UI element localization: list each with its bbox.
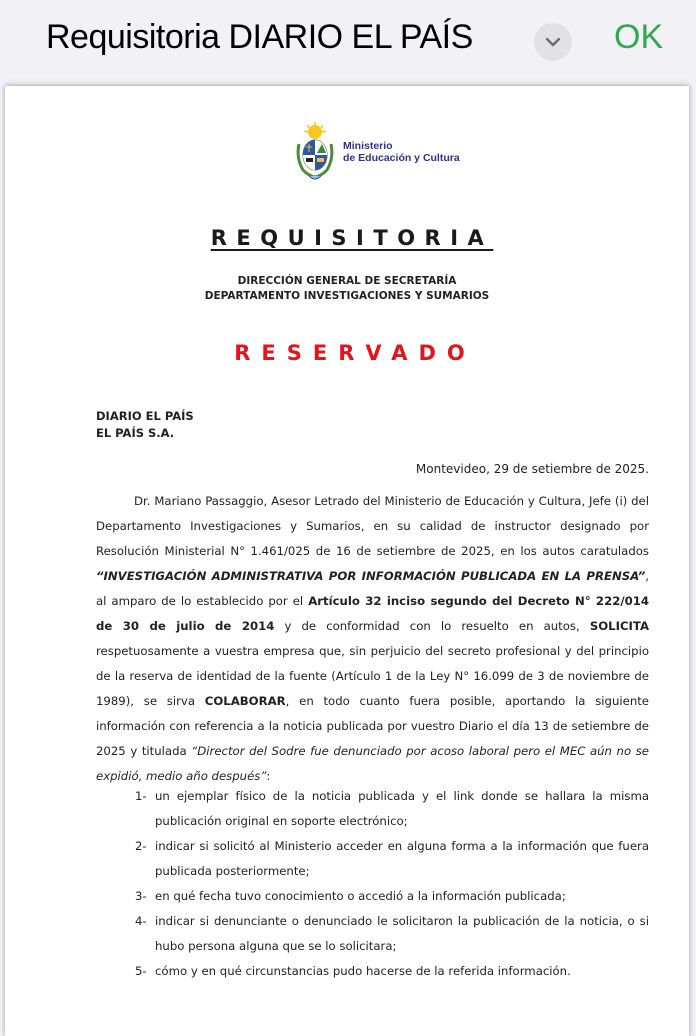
ministry-logo xyxy=(293,122,460,182)
subheading-departamento: DEPARTAMENTO INVESTIGACIONES Y SUMARIOS xyxy=(204,290,490,302)
list-item xyxy=(135,884,649,909)
requisitoria-title: REQUISITORIA xyxy=(210,226,494,250)
body-text: respetuosamente a vuestra empresa que, sin perjuicio del secreto profesional y del principio de la reserva de identidad de la fuente (Artículo 1 de la Ley N° 16.099 de 3 de noviembre de 1989), se sirva xyxy=(96,644,649,708)
list-item xyxy=(135,784,649,834)
decree-reference: Artículo 32 inciso segundo del Decreto N° 222/014 de 30 de julio de 2014 xyxy=(96,594,649,633)
subheading-direccion: DIRECCIÓN GENERAL DE SECRETARÍA xyxy=(237,275,457,287)
document-viewer-header xyxy=(0,0,696,82)
body-text: y de conformidad con lo resuelto en autos, xyxy=(274,619,590,633)
list-item-number: 5- xyxy=(135,964,147,978)
addressee-line-2: EL PAÍS S.A. xyxy=(96,426,175,440)
body-text: , al amparo de lo establecido por el xyxy=(96,569,649,608)
list-item-number: 3- xyxy=(135,889,147,903)
solicita-keyword: SOLICITA xyxy=(589,619,649,633)
list-item-number: 1- xyxy=(135,789,147,803)
ministry-name-line-1: Ministerio xyxy=(343,140,393,152)
ministry-name xyxy=(343,140,460,164)
list-item-text: indicar si solicitó al Ministerio acceder en alguna forma a la información que fuera publicada posteriormente; xyxy=(155,839,649,878)
list-item-text: indicar si denunciante o denunciado le solicitaron la publicación de la noticia, o si hubo persona alguna que se lo solicitara; xyxy=(155,914,649,953)
document-heading xyxy=(5,226,689,250)
ministry-name-line-2: de Educación y Cultura xyxy=(343,152,460,164)
body-text: : xyxy=(266,769,271,783)
body-text: Dr. Mariano Passaggio, Asesor Letrado del Ministerio de Educación y Cultura, Jefe (i) del Departamento Investigaciones y Sumarios, en su calidad de instructor designado por Resolución Ministerial N° 1.461/025 de 16 de setiembre de 2025, en los autos caratulados xyxy=(96,494,649,558)
list-item-number: 2- xyxy=(135,839,147,853)
classification-label: RESERVADO xyxy=(234,341,476,365)
uruguay-coat-of-arms-icon xyxy=(293,122,337,182)
addressee-line-1: DIARIO EL PAÍS xyxy=(96,409,194,423)
list-item xyxy=(135,834,649,884)
list-item-text: cómo y en qué circunstancias pudo hacerse de la referida información. xyxy=(155,964,571,978)
case-title: “INVESTIGACIÓN ADMINISTRATIVA POR INFORMACIÓN PUBLICADA EN LA PRENSA” xyxy=(96,569,646,583)
list-item-number: 4- xyxy=(135,914,147,928)
list-item-text: un ejemplar físico de la noticia publicada y el link donde se hallara la misma publicación original en soporte electrónico; xyxy=(155,789,649,828)
body-paragraph xyxy=(96,489,649,789)
document-title: Requisitoria DIARIO EL PAÍS xyxy=(46,18,473,56)
list-item-text: en qué fecha tuvo conocimiento o accedió a la información publicada; xyxy=(155,889,566,903)
list-item xyxy=(135,909,649,959)
request-list xyxy=(135,784,649,984)
colaborar-keyword: COLABORAR xyxy=(204,694,286,708)
department-subheadings xyxy=(5,274,689,304)
title-menu-button[interactable] xyxy=(534,23,572,61)
chevron-down-icon xyxy=(545,37,561,47)
list-item xyxy=(135,959,649,984)
body-text: , en todo cuanto fuera posible, aportando la siguiente información con referencia a la noticia publicada por vuestro Diario el día 13 de setiembre de 2025 y titulada xyxy=(96,694,649,758)
article-title: “Director del Sodre fue denunciado por acoso laboral pero el MEC aún no se expidió, medio año después” xyxy=(96,744,649,783)
document-page xyxy=(5,86,689,1036)
addressee-block xyxy=(96,408,194,442)
date-line: Montevideo, 29 de setiembre de 2025. xyxy=(415,462,649,476)
ok-button[interactable]: OK xyxy=(614,18,664,56)
